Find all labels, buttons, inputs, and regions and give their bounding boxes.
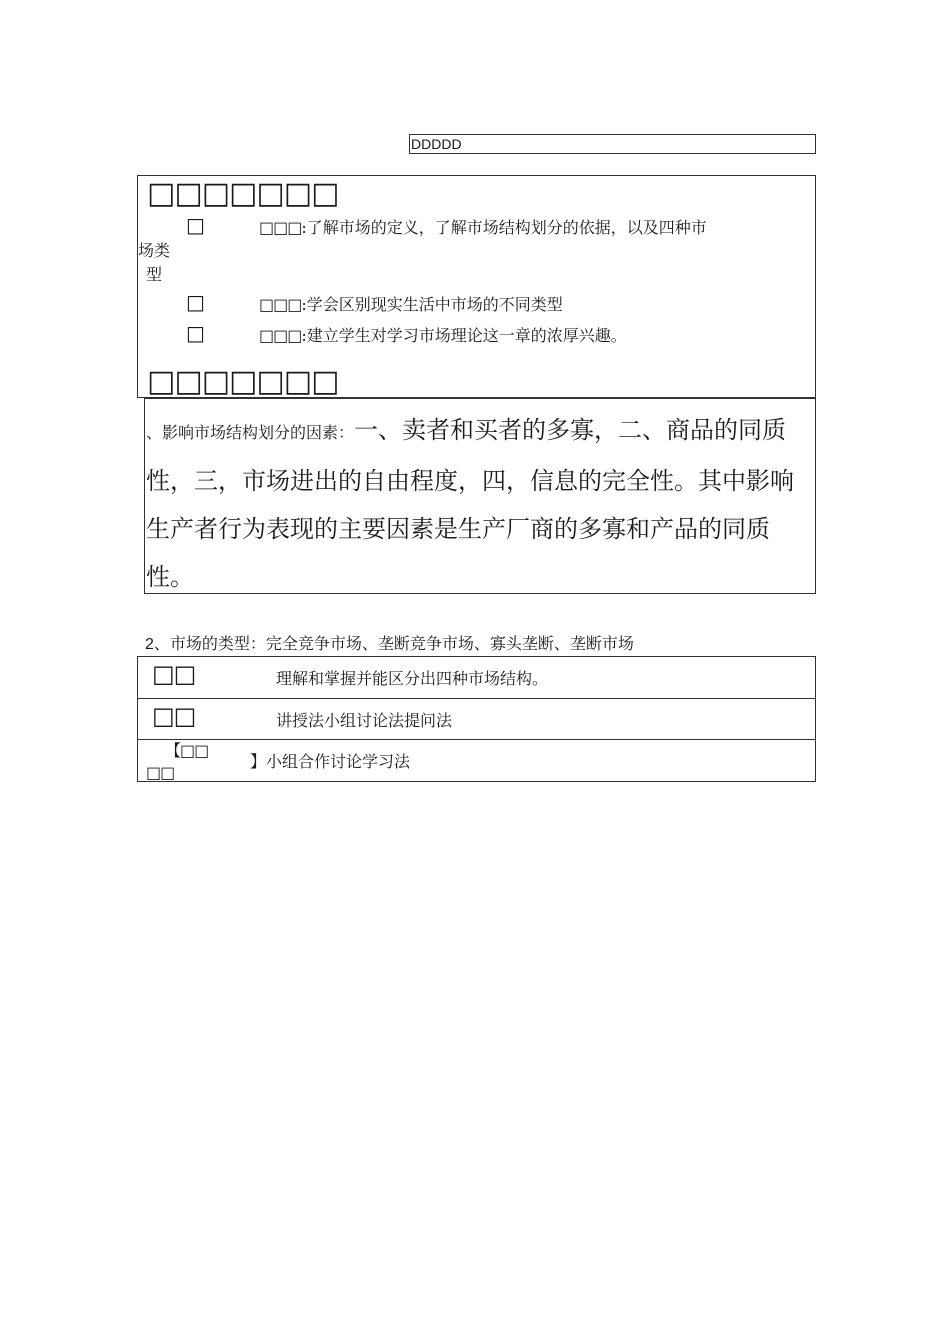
goal-item-1-wrap2: 型 (146, 265, 163, 284)
goal-label-1: □□□ (259, 218, 302, 237)
market-types-text: 、市场的类型：完全竞争市场、垄断竞争市场、寡头垄断、垄断市场 (153, 634, 634, 653)
goal-item-2 (259, 294, 563, 316)
market-types-line (145, 632, 634, 657)
row-difficulty-label: □□ (152, 660, 196, 688)
key-points-body: 一、卖者和买者的多寡，二、商品的同质性，三，市场进出的自由程度，四，信息的完全性。其中影响生产者行为表现的主要因素是生产厂商的多寡和产品的同质性。 (146, 416, 794, 591)
row-learning-method-label-top: 【□□ (165, 741, 209, 760)
goals-title: □□□□□□□ (147, 176, 339, 211)
goal-label-3: □□□ (259, 326, 302, 345)
row-teaching-method-text: 讲授法小组讨论法提问法 (276, 711, 453, 730)
key-points-text (146, 406, 814, 601)
row-difficulty-text: 理解和掌握并能区分出四种市场结构。 (276, 669, 549, 688)
goal-text-2: :学会区别现实生活中市场的不同类型 (301, 295, 563, 314)
goal-item-1 (259, 217, 707, 239)
goal-label-2: □□□ (259, 295, 302, 314)
row-learning-method (137, 739, 816, 782)
row-teaching-method (137, 698, 816, 740)
row-teaching-method-label: □□ (152, 702, 196, 730)
goal-text-1: :了解市场的定义，了解市场结构划分的依据，以及四种市 (301, 218, 707, 237)
goal-bullet-3: □ (186, 321, 204, 345)
goals-title-2: □□□□□□□ (147, 364, 339, 399)
goal-item-3 (259, 325, 627, 347)
row-learning-method-text: 】小组合作讨论学习法 (250, 752, 411, 771)
goal-item-1-wrap: 场类 (138, 241, 171, 260)
goal-bullet-1: □ (186, 213, 204, 237)
market-types-number: 2 (145, 636, 154, 653)
goal-bullet-2: □ (186, 290, 204, 314)
header-label: DDDDD (409, 134, 816, 154)
goal-text-3: :建立学生对学习市场理论这一章的浓厚兴趣。 (301, 326, 627, 345)
row-learning-method-label-bottom: □□ (146, 763, 175, 782)
key-points-lead: 、影响市场结构划分的因素： (146, 423, 355, 442)
